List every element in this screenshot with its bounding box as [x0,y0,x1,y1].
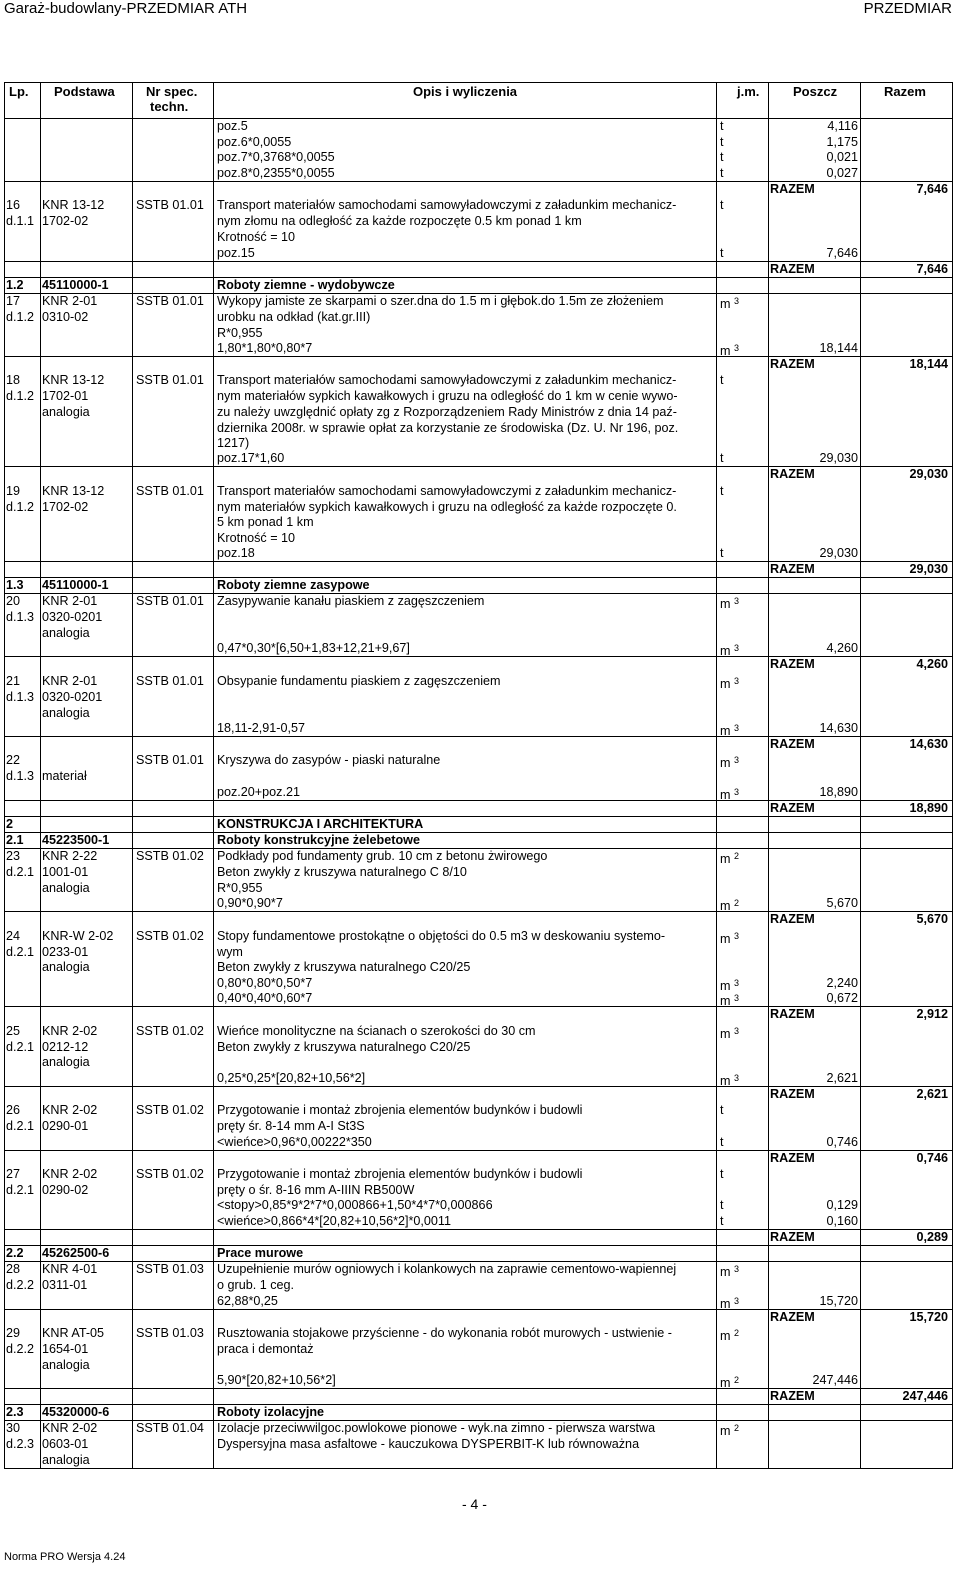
unit-cell: t [720,1214,724,1228]
lp-cell: d.2.1 [6,945,35,959]
unit-cell: t [720,451,724,465]
description-cell: Stopy fundamentowe prostokątne o objętości do 0.5 m3 w deskowaniu systemo- [217,929,666,943]
podstawa-cell: KNR 2-02 [42,1421,98,1435]
description-cell: Izolacje przeciwwilgoc.powlokowe pionowe - wyk.na zimno - pierwsza warstwa [217,1421,656,1435]
podstawa-cell: 1702-02 [42,214,89,228]
description-cell: poz.17*1,60 [217,451,285,465]
razem-value: 4,260 [916,657,948,671]
razem-value: 7,646 [916,182,948,196]
unit-cell: m $^3$ [720,296,740,311]
lp-cell: 24 [6,929,21,943]
lp-cell: 23 [6,849,21,863]
razem-value: 2,621 [916,1087,948,1101]
podstawa-cell: 45223500-1 [42,833,110,847]
description-cell: zu należy uwzględnić opłaty zg z Rozporządzeniem Rady Ministrów z dnia 14 paź- [217,405,677,419]
podstawa-cell: 1654-01 [42,1342,89,1356]
description-cell: KONSTRUKCJA I ARCHITEKTURA [217,817,424,831]
podstawa-cell: 0310-02 [42,310,89,324]
lp-cell: 2.3 [6,1405,24,1419]
podstawa-cell: 45110000-1 [42,578,109,592]
description-cell: 0,47*0,30*[6,50+1,83+12,21+9,67] [217,641,410,655]
description-cell: poz.20+poz.21 [217,785,300,799]
razem-label: RAZEM [770,912,815,926]
unit-cell: m $^3$ [720,755,740,770]
unit-cell: t [720,1198,724,1212]
unit-cell: m $^3$ [720,343,740,358]
podstawa-cell: KNR 2-22 [42,849,98,863]
description-cell: 0,90*0,90*7 [217,896,283,910]
unit-cell: t [720,198,724,212]
spec-cell: SSTB 01.02 [136,1167,204,1181]
poszcz-cell: 2,240 [826,976,858,990]
poszcz-cell: 5,670 [826,896,858,910]
podstawa-cell: KNR 2-01 [42,294,98,308]
description-cell: Krotność = 10 [217,531,296,545]
spec-cell: SSTB 01.01 [136,594,204,608]
podstawa-cell: analogia [42,1055,90,1069]
unit-cell: t [720,546,724,560]
unit-cell: t [720,484,724,498]
razem-value: 18,144 [909,357,948,371]
poszcz-cell: 4,116 [827,119,858,133]
description-cell: R*0,955 [217,326,263,340]
description-cell: 0,80*0,80*0,50*7 [217,976,313,990]
poszcz-cell: 0,021 [826,150,858,164]
lp-cell: 1.2 [6,278,24,292]
document-type: PRZEDMIAR [863,0,952,17]
description-cell: o grub. 1 ceg. [217,1278,295,1292]
description-cell: Roboty konstrukcyjne żelebetowe [217,833,420,847]
lp-cell: d.1.3 [6,690,35,704]
description-cell: 0,40*0,40*0,60*7 [217,991,313,1005]
razem-label: RAZEM [770,357,815,371]
razem-value: 14,630 [909,737,948,751]
razem-label: RAZEM [770,182,815,196]
description-cell: <stopy>0,85*9*2*7*0,000866+1,50*4*7*0,000866 [217,1198,493,1212]
description-cell: 5,90*[20,82+10,56*2] [217,1373,336,1387]
lp-cell: 16 [6,198,21,212]
poszcz-cell: 0,027 [826,166,858,180]
description-cell: Transport materiałów samochodami samowyładowczymi z załadunkim mechanicz- [217,198,677,212]
description-cell: 5 km ponad 1 km [217,515,314,529]
podstawa-cell: 0233-01 [42,945,89,959]
description-cell: poz.5 [217,119,248,133]
description-cell: poz.18 [217,546,255,560]
podstawa-cell: 0311-01 [42,1278,88,1292]
spec-cell: SSTB 01.03 [136,1262,204,1276]
razem-value: 0,746 [916,1151,948,1165]
unit-cell: m $^3$ [720,978,740,993]
description-cell: Przygotowanie i montaż zbrojenia elementów budynków i budowli [217,1103,583,1117]
description-cell: Transport materiałów samochodami samowyładowczymi z załadunkim mechanicz- [217,373,677,387]
razem-label: RAZEM [770,1151,815,1165]
unit-cell: m $^3$ [720,723,740,738]
unit-cell: m $^3$ [720,1264,740,1279]
poszcz-cell: 1,175 [826,135,858,149]
spec-cell: SSTB 01.02 [136,1103,204,1117]
podstawa-cell: KNR 2-01 [42,594,98,608]
lp-cell: 30 [6,1421,21,1435]
podstawa-cell: KNR 13-12 [42,373,105,387]
unit-cell: m $^2$ [720,898,740,913]
description-cell: pręty śr. 8-14 mm A-I St3S [217,1119,365,1133]
poszcz-cell: 0,746 [826,1135,858,1149]
podstawa-cell: KNR 13-12 [42,198,105,212]
spec-cell: SSTB 01.02 [136,929,204,943]
unit-cell: t [720,1103,724,1117]
col-techn: techn. [150,99,189,114]
unit-cell: m $^3$ [720,1296,740,1311]
podstawa-cell: KNR AT-05 [42,1326,105,1340]
description-cell: Obsypanie fundamentu piaskiem z zagęszczeniem [217,674,501,688]
lp-cell: d.2.1 [6,1119,35,1133]
poszcz-cell: 0,672 [826,991,858,1005]
unit-cell: t [720,135,724,149]
description-cell: 62,88*0,25 [217,1294,278,1308]
description-cell: <wieńce>0,96*0,00222*350 [217,1135,372,1149]
podstawa-cell: KNR 2-02 [42,1167,98,1181]
description-cell: Prace murowe [217,1246,304,1260]
podstawa-cell: 0290-01 [42,1119,89,1133]
poszcz-cell: 0,160 [826,1214,858,1228]
razem-label: RAZEM [770,467,815,481]
page-number: - 4 - [462,1496,487,1512]
lp-cell: 2.1 [6,833,24,847]
description-cell: poz.15 [217,246,255,260]
col-lp: Lp. [9,84,29,99]
lp-cell: 21 [6,674,21,688]
razem-value: 18,890 [909,801,948,815]
col-podstawa: Podstawa [54,84,115,99]
spec-cell: SSTB 01.02 [136,849,204,863]
unit-cell: t [720,1135,724,1149]
unit-cell: m $^3$ [720,596,740,611]
lp-cell: 26 [6,1103,21,1117]
poszcz-cell: 2,621 [826,1071,858,1085]
lp-cell: 22 [6,753,21,767]
poszcz-cell: 247,446 [812,1373,858,1387]
razem-label: RAZEM [770,562,815,576]
unit-cell: m $^2$ [720,851,740,866]
table-header [4,84,952,118]
unit-cell: m $^3$ [720,993,740,1008]
unit-cell: m $^3$ [720,787,740,802]
razem-label: RAZEM [770,737,815,751]
description-cell: Zasypywanie kanału piaskiem z zagęszczeniem [217,594,485,608]
unit-cell: m $^3$ [720,1026,740,1041]
lp-cell: d.2.1 [6,865,35,879]
razem-value: 5,670 [916,912,948,926]
unit-cell: m $^3$ [720,931,740,946]
description-cell: 1,80*1,80*0,80*7 [217,341,313,355]
podstawa-cell: 0320-0201 [42,690,103,704]
unit-cell: m $^3$ [720,676,740,691]
razem-label: RAZEM [770,1230,815,1244]
podstawa-cell: KNR 4-01 [42,1262,98,1276]
razem-label: RAZEM [770,1007,815,1021]
podstawa-cell: 45110000-1 [42,278,109,292]
podstawa-cell: analogia [42,1358,90,1372]
lp-cell: d.2.2 [6,1278,35,1292]
lp-cell: 18 [6,373,21,387]
col-poszcz: Poszcz [793,84,838,99]
unit-cell: t [720,119,724,133]
spec-cell: SSTB 01.01 [136,294,204,308]
col-razem: Razem [884,84,926,99]
description-cell: Kryszywa do zasypów - piaski naturalne [217,753,441,767]
description-cell: nym materiałów sypkich kawałkowych i gruzu na odległość do 1 km w cenie wywo- [217,389,678,403]
lp-cell: d.2.2 [6,1342,35,1356]
razem-value: 29,030 [909,562,948,576]
podstawa-cell: 1001-01 [42,865,89,879]
unit-cell: m $^2$ [720,1375,740,1390]
podstawa-cell: analogia [42,960,90,974]
description-cell: Wykopy jamiste ze skarpami o szer.dna do 1.5 m i głębok.do 1.5m ze złożeniem [217,294,664,308]
poszcz-cell: 18,144 [819,341,858,355]
podstawa-cell: KNR 2-02 [42,1103,98,1117]
spec-cell: SSTB 01.01 [136,484,204,498]
lp-cell: 2 [6,817,14,831]
lp-cell: 20 [6,594,21,608]
razem-label: RAZEM [770,1310,815,1324]
description-cell: 18,11-2,91-0,57 [217,721,305,735]
podstawa-cell: KNR 2-02 [42,1024,98,1038]
lp-cell: d.2.1 [6,1183,35,1197]
razem-value: 15,720 [909,1310,948,1324]
column-separator [952,82,953,1469]
razem-value: 7,646 [916,262,948,276]
lp-cell: 27 [6,1167,21,1181]
description-cell: Transport materiałów samochodami samowyładowczymi z załadunkim mechanicz- [217,484,677,498]
razem-label: RAZEM [770,1389,815,1403]
lp-cell: d.1.2 [6,310,35,324]
podstawa-cell: KNR-W 2-02 [42,929,114,943]
col-nrspec: Nr spec. [146,84,198,99]
description-cell: Dyspersyjna masa asfaltowe - kauczukowa DYSPERBIT-K lub równoważna [217,1437,640,1451]
podstawa-cell: 1702-02 [42,500,89,514]
unit-cell: m $^3$ [720,1073,740,1088]
lp-cell: d.2.1 [6,1040,35,1054]
description-cell: dziernika 2008r. w sprawie opłat za korzystanie ze środowiska (Dz. U. Nr 196, poz. [217,421,679,435]
poszcz-cell: 18,890 [819,785,858,799]
description-cell: nym złomu na odległość za każde rozpoczęte 0.5 km ponad 1 km [217,214,582,228]
unit-cell: t [720,166,724,180]
page-header [0,0,960,20]
description-cell: Roboty izolacyjne [217,1405,325,1419]
description-cell: 1217) [217,436,250,450]
spec-cell: SSTB 01.02 [136,1024,204,1038]
description-cell: Beton zwykły z kruszywa naturalnego C20/25 [217,960,471,974]
description-cell: <wieńce>0,866*4*[20,82+10,56*2]*0,0011 [217,1214,452,1228]
spec-cell: SSTB 01.01 [136,753,204,767]
spec-cell: SSTB 01.01 [136,674,204,688]
podstawa-cell: 0290-02 [42,1183,89,1197]
unit-cell: m $^3$ [720,643,740,658]
razem-label: RAZEM [770,657,815,671]
description-cell: R*0,955 [217,881,263,895]
spec-cell: SSTB 01.03 [136,1326,204,1340]
podstawa-cell: analogia [42,626,90,640]
description-cell: Beton zwykły z kruszywa naturalnego C20/25 [217,1040,471,1054]
unit-cell: t [720,1167,724,1181]
podstawa-cell: analogia [42,881,90,895]
unit-cell: t [720,150,724,164]
description-cell: urobku na odkład (kat.gr.III) [217,310,371,324]
poszcz-cell: 15,720 [819,1294,858,1308]
poszcz-cell: 14,630 [819,721,858,735]
razem-value: 0,289 [916,1230,948,1244]
podstawa-cell: analogia [42,706,90,720]
razem-label: RAZEM [770,262,815,276]
razem-value: 29,030 [909,467,948,481]
spec-cell: SSTB 01.01 [136,198,204,212]
lp-cell: 28 [6,1262,21,1276]
description-cell: Beton zwykły z kruszywa naturalnego C 8/10 [217,865,467,879]
col-opis: Opis i wyliczenia [413,84,518,99]
spec-cell: SSTB 01.04 [136,1421,204,1435]
razem-value: 247,446 [902,1389,948,1403]
description-cell: Przygotowanie i montaż zbrojenia elementów budynków i budowli [217,1167,583,1181]
poszcz-cell: 29,030 [819,451,858,465]
spec-cell: SSTB 01.01 [136,373,204,387]
razem-label: RAZEM [770,801,815,815]
podstawa-cell: KNR 2-01 [42,674,98,688]
description-cell: 0,25*0,25*[20,82+10,56*2] [217,1071,366,1085]
description-cell: nym materiałów sypkich kawałkowych i gruzu na odległość za każde rozpoczęte 0. [217,500,677,514]
unit-cell: m $^2$ [720,1328,740,1343]
description-cell: poz.7*0,3768*0,0055 [217,150,335,164]
poszcz-cell: 4,260 [826,641,858,655]
podstawa-cell: 0603-01 [42,1437,89,1451]
description-cell: poz.6*0,0055 [217,135,292,149]
podstawa-cell: KNR 13-12 [42,484,105,498]
table-bottom-line [4,1468,952,1469]
lp-cell: 29 [6,1326,21,1340]
lp-cell: 1.3 [6,578,24,592]
description-cell: Podkłady pod fundamenty grub. 10 cm z betonu żwirowego [217,849,548,863]
description-cell: praca i demontaż [217,1342,314,1356]
podstawa-cell: 45320000-6 [42,1405,110,1419]
description-cell: Uzupełnienie murów ogniowych i kolankowych na zaprawie cementowo-wapiennej [217,1262,677,1276]
podstawa-cell: 0212-12 [42,1040,89,1054]
podstawa-cell: analogia [42,1453,90,1467]
lp-cell: 2.2 [6,1246,24,1260]
col-jm: j.m. [737,84,760,99]
unit-cell: t [720,373,724,387]
lp-cell: d.1.3 [6,769,35,783]
footer-software: Norma PRO Wersja 4.24 [4,1551,126,1563]
description-cell: Wieńce monolityczne na ścianach o szerokości do 30 cm [217,1024,536,1038]
podstawa-cell: 0320-0201 [42,610,103,624]
description-cell: Rusztowania stojakowe przyścienne - do wykonania robót murowych - ustwienie - [217,1326,672,1340]
poszcz-cell: 29,030 [819,546,858,560]
lp-cell: d.1.3 [6,610,35,624]
lp-cell: d.1.1 [6,214,35,228]
razem-label: RAZEM [770,1087,815,1101]
table-top-line [4,82,952,83]
description-cell: Roboty ziemne - wydobywcze [217,278,395,292]
lp-cell: d.1.2 [6,389,35,403]
lp-cell: d.1.2 [6,500,35,514]
poszcz-cell: 7,646 [826,246,858,260]
description-cell: pręty o śr. 8-16 mm A-IIIN RB500W [217,1183,415,1197]
razem-value: 2,912 [916,1007,948,1021]
unit-cell: t [720,246,724,260]
podstawa-cell: 45262500-6 [42,1246,110,1260]
document-title: Garaż-budowlany-PRZEDMIAR ATH [4,0,248,17]
podstawa-cell: 1702-01 [42,389,89,403]
podstawa-cell: materiał [42,769,87,783]
description-cell: Krotność = 10 [217,230,296,244]
description-cell: wym [217,945,243,959]
poszcz-cell: 0,129 [826,1198,858,1212]
description-cell: poz.8*0,2355*0,0055 [217,166,335,180]
lp-cell: 17 [6,294,21,308]
lp-cell: 25 [6,1024,21,1038]
unit-cell: m $^2$ [720,1423,740,1438]
description-cell: Roboty ziemne zasypowe [217,578,370,592]
podstawa-cell: analogia [42,405,90,419]
lp-cell: 19 [6,484,21,498]
lp-cell: d.2.3 [6,1437,35,1451]
